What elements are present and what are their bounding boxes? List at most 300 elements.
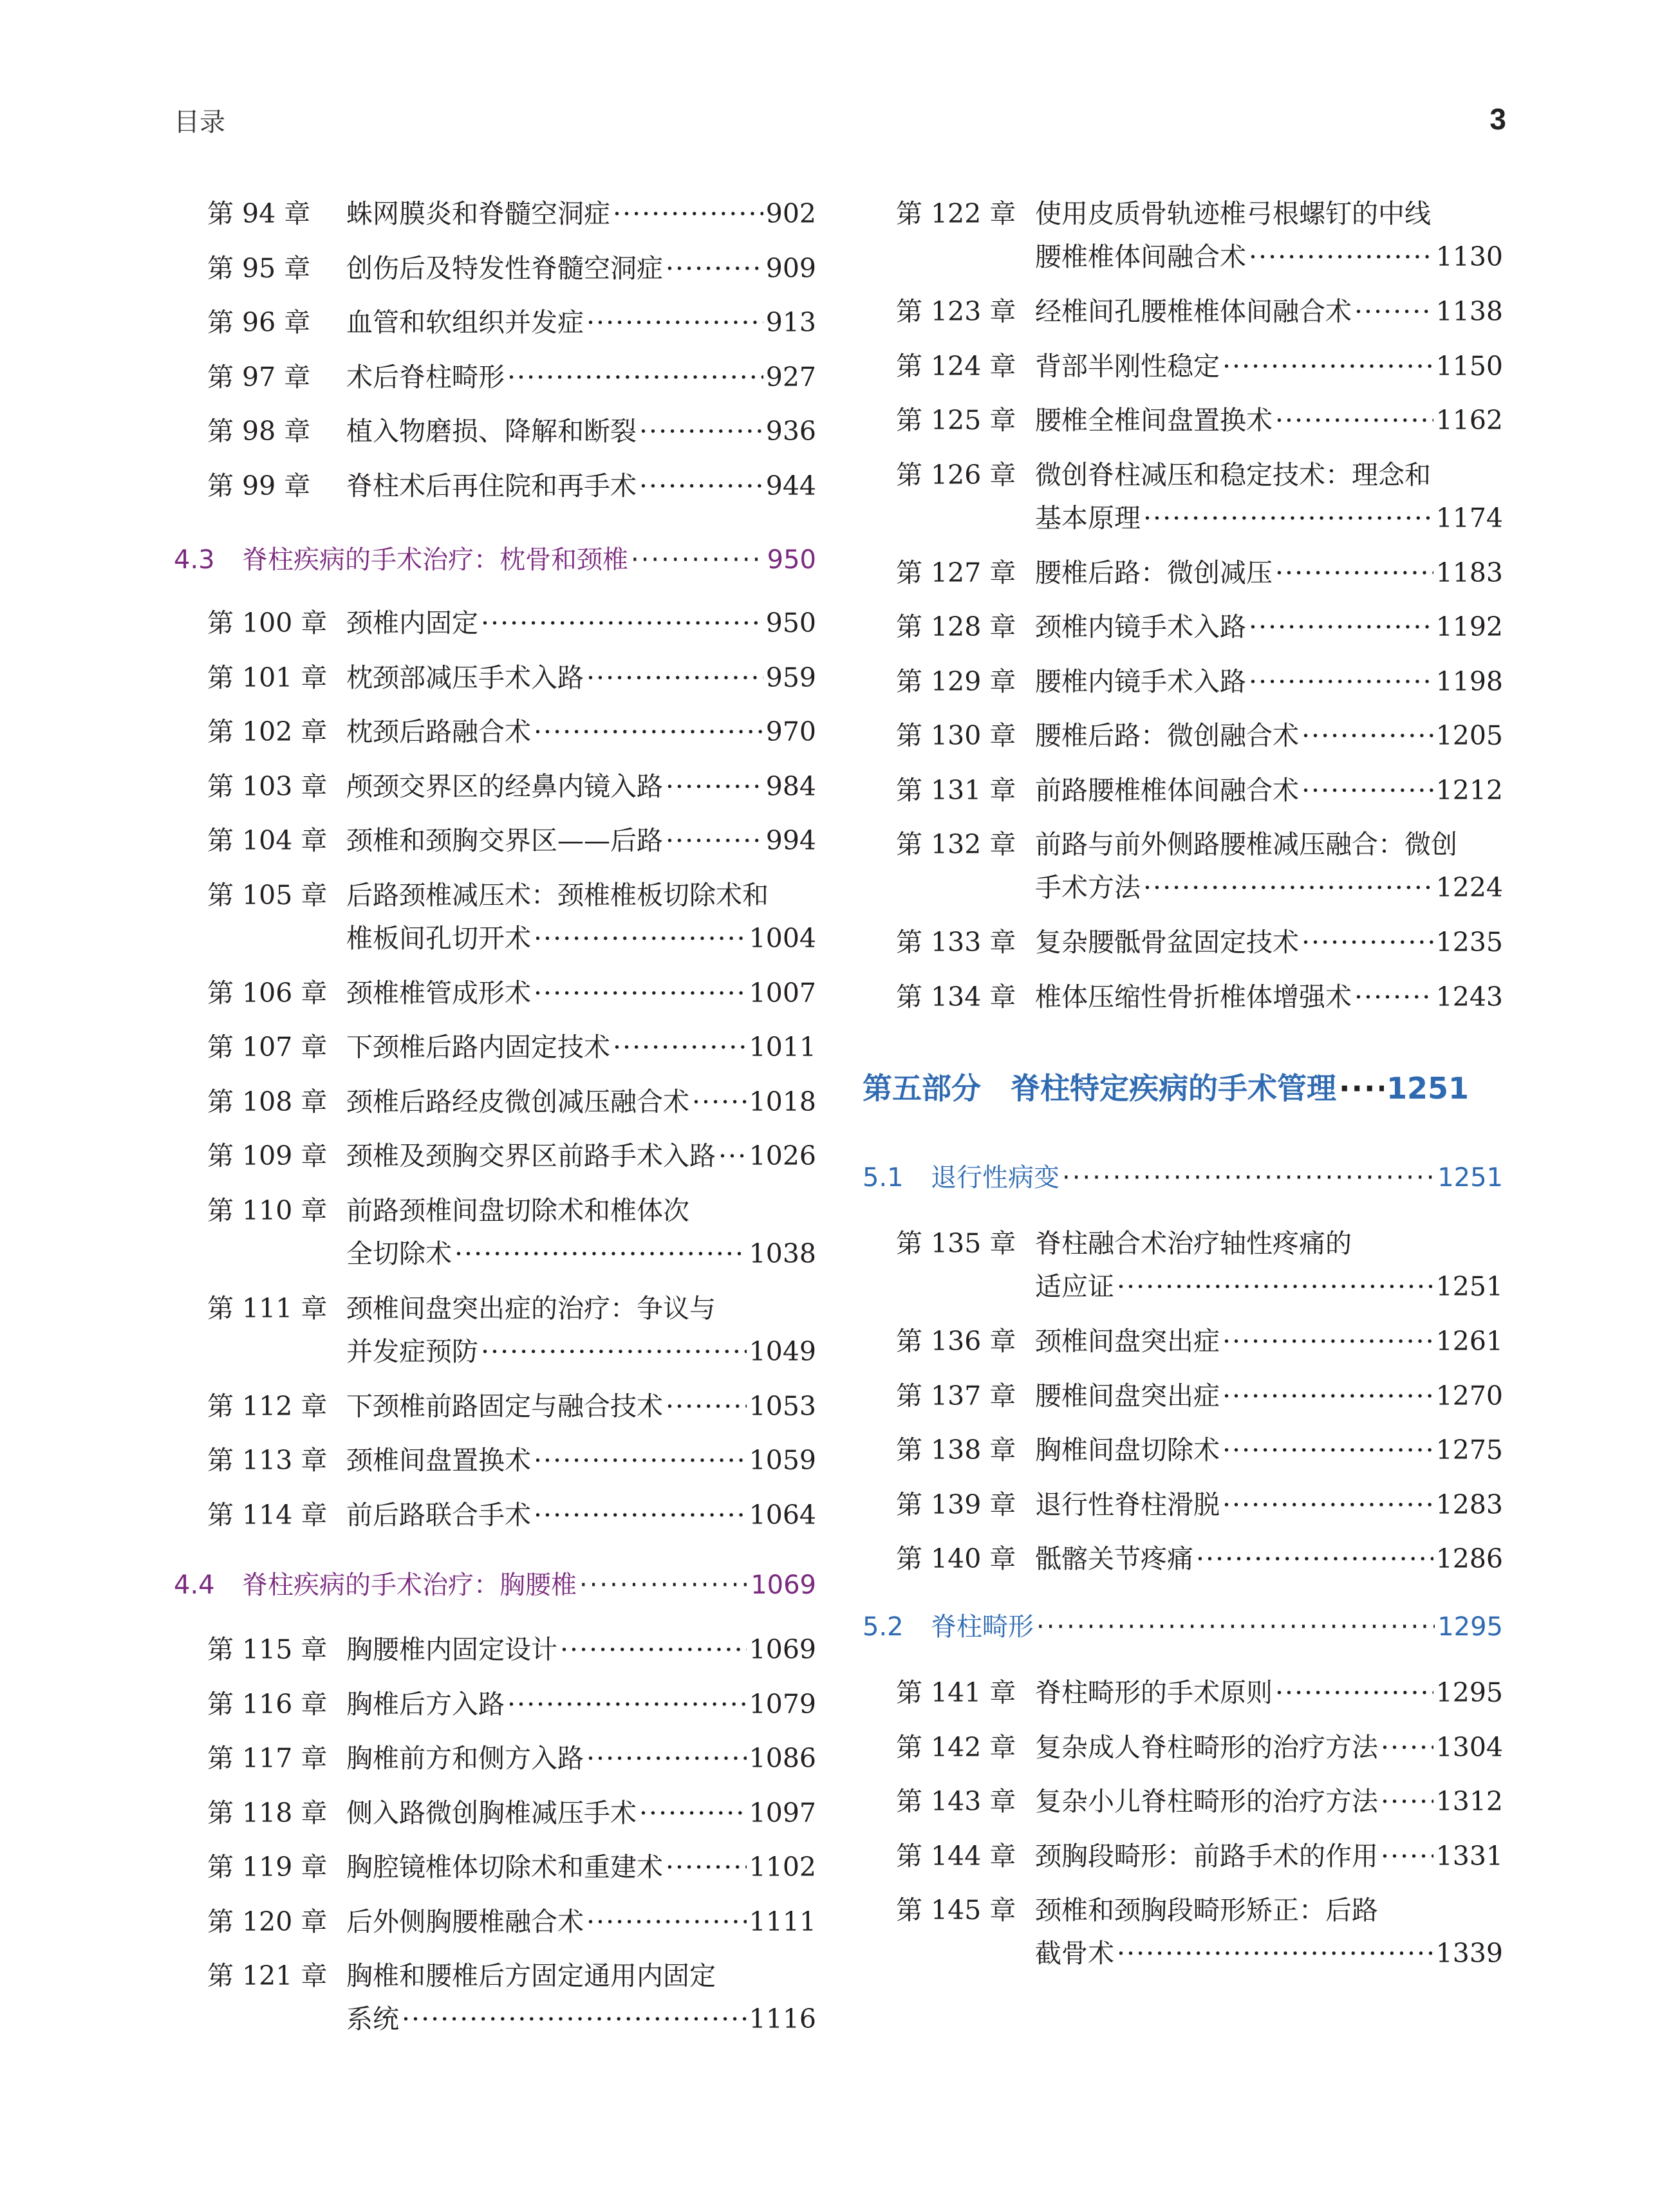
dot-leader (692, 1089, 747, 1115)
chapter-title: 后路颈椎减压术：颈椎椎板切除术和 (346, 879, 769, 911)
page-ref: 1064 (749, 1499, 816, 1530)
toc-entry[interactable] (896, 1437, 1503, 1464)
chapter-number: 第 140 章 (896, 1543, 1016, 1574)
toc-entry[interactable] (207, 825, 816, 856)
chapter-title: 脊柱术后再住院和再手术 (346, 470, 637, 501)
toc-entry[interactable] (207, 1960, 816, 1991)
toc-entry[interactable] (207, 1854, 816, 1881)
chapter-number: 第 130 章 (896, 720, 1016, 751)
chapter-number: 第 127 章 (896, 557, 1016, 588)
section-heading[interactable] (863, 1614, 1503, 1640)
dot-leader (1381, 1734, 1433, 1761)
chapter-title: 颈胸段畸形：前路手术的作用 (1035, 1840, 1378, 1872)
chapter-number: 第 143 章 (896, 1786, 1016, 1817)
toc-entry[interactable] (896, 1786, 1503, 1817)
chapter-number: 第 110 章 (207, 1194, 328, 1226)
chapter-title: 侧入路微创胸椎减压手术 (346, 1797, 637, 1828)
chapter-title-line2: 全切除术 (346, 1238, 452, 1269)
dot-leader (666, 1854, 747, 1881)
dot-leader (481, 1339, 747, 1365)
chapter-number: 第 124 章 (896, 350, 1016, 382)
page-ref: 1283 (1435, 1489, 1503, 1520)
section-title: 脊柱畸形 (931, 1612, 1034, 1642)
dot-leader (1381, 1789, 1433, 1815)
page-ref: 1275 (1435, 1435, 1503, 1465)
toc-entry[interactable] (207, 1034, 816, 1061)
chapter-title: 前后路联合手术 (346, 1499, 531, 1530)
page-ref: 1174 (1435, 502, 1503, 534)
dot-leader (613, 201, 763, 227)
chapter-number: 第 128 章 (896, 611, 1016, 642)
chapter-number: 第 104 章 (207, 825, 328, 856)
page-ref: 1286 (1435, 1543, 1503, 1574)
section-heading[interactable] (174, 1572, 816, 1598)
page-ref: 1079 (749, 1688, 816, 1720)
toc-entry[interactable] (207, 307, 816, 338)
dot-leader (613, 1034, 747, 1061)
page-ref: 1059 (749, 1445, 816, 1476)
page-ref: 1026 (749, 1140, 816, 1171)
dot-leader (666, 256, 763, 282)
chapter-title: 血管和软组织并发症 (346, 307, 584, 338)
page-ref: 1053 (749, 1390, 816, 1422)
chapter-number: 第 116 章 (207, 1688, 328, 1720)
chapter-title: 复杂成人脊柱畸形的治疗方法 (1035, 1731, 1378, 1763)
chapter-title-line2: 椎板间孔切开术 (346, 922, 531, 954)
dot-leader (507, 364, 763, 391)
dot-leader (1302, 929, 1433, 956)
page-ref: 1251 (1435, 1271, 1503, 1302)
chapter-title: 脊柱畸形的手术原则 (1035, 1677, 1273, 1708)
chapter-title: 骶髂关节疼痛 (1035, 1543, 1193, 1574)
chapter-title: 复杂小儿脊柱畸形的治疗方法 (1035, 1786, 1378, 1817)
section-title: 脊柱疾病的手术治疗：胸腰椎 (242, 1570, 577, 1600)
page-ref: 1049 (749, 1335, 816, 1367)
chapter-number: 第 111 章 (207, 1292, 328, 1324)
dot-leader (1354, 984, 1433, 1010)
page-ref: 1130 (1435, 241, 1503, 272)
chapter-title: 颈椎间盘突出症 (1035, 1326, 1220, 1357)
dot-leader (1275, 407, 1433, 434)
dot-leader (454, 1241, 747, 1267)
chapter-title-line2: 并发症预防 (346, 1335, 478, 1367)
chapter-number: 第 95 章 (207, 252, 311, 284)
dot-leader (666, 774, 763, 800)
page-ref: 1270 (1435, 1380, 1503, 1411)
toc-entry[interactable] (896, 1840, 1503, 1872)
chapter-number: 第 131 章 (896, 774, 1016, 806)
chapter-title: 颈椎后路经皮微创减压融合术 (346, 1086, 689, 1117)
dot-leader (534, 980, 747, 1007)
page-ref: 1138 (1435, 296, 1503, 327)
chapter-title: 微创脊柱减压和稳定技术：理念和 (1035, 459, 1431, 490)
chapter-title: 背部半刚性稳定 (1035, 350, 1220, 382)
toc-entry[interactable] (207, 361, 816, 393)
page-ref: 909 (765, 252, 816, 284)
page-ref: 936 (765, 416, 816, 447)
chapter-title: 枕颈后路融合术 (346, 716, 531, 747)
toc-entry[interactable] (896, 1328, 1503, 1355)
toc-entry[interactable] (896, 198, 1503, 229)
page-ref: 1251 (1386, 1071, 1470, 1106)
chapter-number: 第 100 章 (207, 608, 328, 638)
chapter-number: 第 113 章 (207, 1445, 328, 1476)
chapter-number: 第 112 章 (207, 1390, 328, 1422)
toc-entry-continuation[interactable] (346, 1238, 816, 1269)
chapter-number: 第 136 章 (896, 1326, 1016, 1357)
chapter-title: 颈椎和颈胸交界区——后路 (346, 825, 663, 856)
page-ref: 927 (765, 361, 816, 393)
toc-entry[interactable] (207, 879, 816, 911)
chapter-title-line2: 截骨术 (1035, 1938, 1114, 1969)
chapter-title: 前路腰椎椎体间融合术 (1035, 774, 1299, 806)
chapter-title: 腰椎内镜手术入路 (1035, 665, 1246, 697)
toc-entry[interactable] (207, 716, 816, 747)
chapter-title: 胸椎前方和侧方入路 (346, 1743, 584, 1774)
chapter-title: 植入物磨损、降解和断裂 (346, 416, 637, 447)
page-ref: 1205 (1435, 720, 1503, 751)
chapter-number: 第 118 章 (207, 1797, 328, 1828)
chapter-title: 椎体压缩性骨折椎体增强术 (1035, 981, 1352, 1012)
chapter-title: 颈椎和颈胸段畸形矫正：后路 (1035, 1895, 1378, 1926)
chapter-number: 第 94 章 (207, 198, 311, 229)
dot-leader (639, 418, 763, 445)
toc-entry[interactable] (207, 610, 816, 637)
toc-entry-continuation[interactable] (1035, 241, 1503, 272)
chapter-number: 第 145 章 (896, 1895, 1016, 1926)
chapter-number: 第 101 章 (207, 662, 328, 693)
toc-entry[interactable] (207, 1140, 816, 1171)
toc-entry[interactable] (207, 1634, 816, 1665)
chapter-number: 第 126 章 (896, 459, 1016, 490)
toc-entry[interactable] (896, 665, 1503, 697)
dot-leader (1275, 560, 1433, 586)
toc-entry[interactable] (896, 929, 1503, 956)
toc-entry-continuation[interactable] (346, 922, 816, 954)
page-ref: 1111 (749, 1906, 816, 1937)
toc-entry[interactable] (207, 1086, 816, 1117)
dot-leader (639, 1800, 747, 1826)
page-ref: 1183 (1435, 557, 1503, 588)
dot-leader (507, 1691, 747, 1718)
page-ref: 959 (765, 662, 816, 693)
toc-entry-continuation[interactable] (1035, 872, 1503, 903)
page-ref: 1251 (1437, 1163, 1503, 1193)
toc-entry[interactable] (896, 981, 1503, 1012)
chapter-number: 第 114 章 (207, 1499, 328, 1530)
dot-leader (1196, 1546, 1433, 1572)
chapter-title: 胸椎和腰椎后方固定通用内固定 (346, 1960, 716, 1991)
page-ref: 1304 (1435, 1731, 1503, 1763)
chapter-number: 第 109 章 (207, 1140, 328, 1171)
section-number: 4.4 (174, 1570, 215, 1600)
page-ref: 1192 (1435, 611, 1503, 642)
chapter-number: 第 135 章 (896, 1228, 1016, 1259)
page-number: 3 (1489, 102, 1506, 136)
toc-entry[interactable] (896, 774, 1503, 806)
dot-leader (1143, 505, 1433, 532)
toc-entry[interactable] (207, 1688, 816, 1720)
dot-leader (1222, 1383, 1433, 1409)
page-ref: 1116 (749, 2003, 816, 2034)
toc-entry[interactable] (207, 418, 816, 445)
page-ref: 994 (765, 825, 816, 856)
page-ref: 1018 (749, 1086, 816, 1117)
dot-leader (1302, 777, 1433, 804)
dot-leader (1117, 1274, 1433, 1300)
section-heading[interactable] (863, 1165, 1503, 1191)
dot-leader (534, 925, 747, 952)
chapter-title: 后外侧胸腰椎融合术 (346, 1906, 584, 1937)
toc-entry[interactable] (207, 198, 816, 229)
dot-leader (586, 1909, 747, 1935)
page-ref: 1295 (1437, 1612, 1503, 1642)
chapter-number: 第 141 章 (896, 1677, 1016, 1708)
dot-leader (586, 665, 763, 691)
toc-entry[interactable] (896, 1543, 1503, 1574)
toc-entry[interactable] (207, 1797, 816, 1828)
dot-leader (1222, 1328, 1433, 1355)
chapter-number: 第 120 章 (207, 1906, 328, 1937)
page-ref: 902 (765, 198, 816, 229)
dot-leader (1249, 669, 1433, 695)
page-ref: 1212 (1435, 774, 1503, 806)
chapter-title: 颈椎内固定 (346, 608, 478, 638)
chapter-title: 腰椎间盘突出症 (1035, 1380, 1220, 1411)
toc-entry[interactable] (896, 1731, 1503, 1763)
toc-entry[interactable] (207, 662, 816, 693)
chapter-number: 第 107 章 (207, 1032, 328, 1063)
chapter-number: 第 123 章 (896, 296, 1016, 327)
chapter-number: 第 97 章 (207, 361, 311, 393)
dot-leader (579, 1572, 748, 1598)
dot-leader (586, 1745, 747, 1772)
toc-entry-continuation[interactable] (1035, 1271, 1503, 1302)
chapter-title: 前路与前外侧路腰椎减压融合：微创 (1035, 829, 1457, 860)
chapter-title: 颅颈交界区的经鼻内镜入路 (346, 770, 663, 802)
toc-entry[interactable] (896, 350, 1503, 382)
page-ref: 950 (765, 608, 816, 638)
page-ref: 1150 (1435, 350, 1503, 382)
toc-entry[interactable] (896, 720, 1503, 751)
dot-leader (666, 1393, 747, 1420)
toc-entry[interactable] (896, 407, 1503, 434)
page-ref: 1339 (1435, 1938, 1503, 1969)
dot-leader (1222, 353, 1433, 380)
page-ref: 913 (765, 307, 816, 338)
dot-leader (1222, 1437, 1433, 1464)
chapter-title: 脊柱融合术治疗轴性疼痛的 (1035, 1228, 1352, 1259)
page-ref: 970 (765, 716, 816, 747)
toc-entry[interactable] (896, 1897, 1503, 1924)
dot-leader (534, 719, 763, 745)
chapter-number: 第 99 章 (207, 470, 311, 501)
dot-leader (666, 828, 763, 854)
page-ref: 1007 (749, 977, 816, 1008)
dot-leader (1249, 244, 1433, 270)
chapter-title: 蛛网膜炎和脊髓空洞症 (346, 198, 610, 229)
page-ref: 1097 (749, 1797, 816, 1828)
page-ref: 1198 (1435, 665, 1503, 697)
dot-leader (639, 473, 763, 499)
chapter-title-line2: 系统 (346, 2003, 399, 2034)
chapter-title: 胸腰椎内固定设计 (346, 1634, 557, 1665)
chapter-number: 第 139 章 (896, 1489, 1016, 1520)
chapter-number: 第 122 章 (896, 198, 1016, 229)
chapter-number: 第 117 章 (207, 1743, 328, 1774)
toc-entry[interactable] (207, 470, 816, 501)
section-number: 4.3 (174, 545, 215, 575)
chapter-title: 退行性脊柱滑脱 (1035, 1489, 1220, 1520)
toc-entry[interactable] (207, 1745, 816, 1772)
toc-entry-continuation[interactable] (346, 2003, 816, 2034)
page-ref: 1011 (749, 1032, 816, 1063)
dot-leader (1339, 1073, 1384, 1103)
dot-leader (481, 610, 763, 637)
chapter-title: 使用皮质骨轨迹椎弓根螺钉的中线 (1035, 198, 1431, 229)
page-ref: 950 (767, 545, 816, 575)
chapter-title: 复杂腰骶骨盆固定技术 (1035, 927, 1299, 958)
chapter-number: 第 96 章 (207, 307, 311, 338)
chapter-number: 第 137 章 (896, 1380, 1016, 1411)
dot-leader (586, 310, 763, 336)
chapter-title-line2: 适应证 (1035, 1271, 1114, 1302)
chapter-number: 第 138 章 (896, 1435, 1016, 1465)
page-ref: 1295 (1435, 1677, 1503, 1708)
page-ref: 1235 (1435, 927, 1503, 958)
toc-entry[interactable] (896, 296, 1503, 327)
part-heading[interactable] (863, 1071, 1503, 1106)
section-title: 脊柱疾病的手术治疗：枕骨和颈椎 (242, 545, 628, 575)
section-number: 5.1 (863, 1163, 904, 1193)
chapter-title: 腰椎后路：微创融合术 (1035, 720, 1299, 751)
chapter-title: 胸椎间盘切除术 (1035, 1435, 1220, 1465)
chapter-title: 胸椎后方入路 (346, 1688, 505, 1720)
page-ref: 1243 (1435, 981, 1503, 1012)
part-title: 第五部分 脊柱特定疾病的手术管理 (863, 1071, 1336, 1106)
toc-entry-continuation[interactable] (1035, 1940, 1503, 1967)
chapter-title: 腰椎全椎间盘置换术 (1035, 405, 1273, 436)
chapter-title: 颈椎椎管成形术 (346, 977, 531, 1008)
toc-entry-continuation[interactable] (346, 1335, 816, 1367)
toc-entry[interactable] (207, 770, 816, 802)
page-ref: 1038 (749, 1238, 816, 1269)
section-number: 5.2 (863, 1612, 904, 1642)
chapter-number: 第 121 章 (207, 1960, 328, 1991)
chapter-number: 第 103 章 (207, 770, 328, 802)
chapter-number: 第 142 章 (896, 1731, 1016, 1763)
toc-entry[interactable] (896, 1228, 1503, 1259)
dot-leader (1354, 299, 1433, 325)
dot-leader (1143, 875, 1433, 901)
chapter-title: 颈椎间盘突出症的治疗：争议与 (346, 1292, 716, 1324)
dot-leader (1222, 1492, 1433, 1518)
dot-leader (534, 1447, 747, 1474)
toc-entry[interactable] (896, 1489, 1503, 1520)
chapter-number: 第 119 章 (207, 1852, 328, 1882)
dot-leader (1275, 1680, 1433, 1706)
dot-leader (631, 547, 765, 573)
dot-leader (1062, 1165, 1435, 1191)
toc-entry[interactable] (896, 829, 1503, 860)
toc-entry-continuation[interactable] (1035, 502, 1503, 534)
page-ref: 1086 (749, 1743, 816, 1774)
page-ref: 1162 (1435, 405, 1503, 436)
toc-entry[interactable] (207, 1194, 816, 1226)
chapter-number: 第 134 章 (896, 981, 1016, 1012)
chapter-title-line2: 手术方法 (1035, 872, 1141, 903)
toc-entry[interactable] (896, 1380, 1503, 1411)
chapter-title-line2: 基本原理 (1035, 502, 1141, 534)
chapter-title: 创伤后及特发性脊髓空洞症 (346, 252, 663, 284)
page-ref: 1069 (749, 1634, 816, 1665)
section-heading[interactable] (174, 547, 816, 573)
toc-entry[interactable] (207, 1906, 816, 1937)
chapter-title: 颈椎内镜手术入路 (1035, 611, 1246, 642)
toc-entry[interactable] (896, 611, 1503, 642)
toc-entry[interactable] (207, 252, 816, 284)
dot-leader (1036, 1614, 1435, 1640)
chapter-title: 胸腔镜椎体切除术和重建术 (346, 1852, 663, 1882)
section-title: 退行性病变 (931, 1163, 1059, 1193)
dot-leader (560, 1637, 747, 1663)
toc-entry[interactable] (207, 1292, 816, 1324)
chapter-title: 下颈椎前路固定与融合技术 (346, 1390, 663, 1422)
dot-leader (1117, 1940, 1433, 1967)
dot-leader (1381, 1843, 1433, 1870)
page-ref: 1312 (1435, 1786, 1503, 1817)
toc-entry[interactable] (896, 459, 1503, 490)
page-ref: 1004 (749, 922, 816, 954)
dot-leader (1249, 614, 1433, 640)
dot-leader (402, 2006, 747, 2032)
chapter-number: 第 106 章 (207, 977, 328, 1008)
toc-entry[interactable] (207, 1447, 816, 1474)
toc-entry[interactable] (207, 977, 816, 1008)
dot-leader (1302, 723, 1433, 749)
chapter-title: 术后脊柱畸形 (346, 361, 505, 393)
chapter-title: 颈椎及颈胸交界区前路手术入路 (346, 1140, 716, 1171)
chapter-number: 第 105 章 (207, 879, 328, 911)
page-ref: 944 (765, 470, 816, 501)
chapter-title: 经椎间孔腰椎椎体间融合术 (1035, 296, 1352, 327)
page-ref: 1224 (1435, 872, 1503, 903)
running-header-title: 目录 (174, 107, 225, 137)
toc-entry[interactable] (896, 557, 1503, 588)
chapter-title: 颈椎间盘置换术 (346, 1445, 531, 1476)
page-ref: 1069 (751, 1570, 816, 1600)
page-ref: 1102 (749, 1852, 816, 1882)
chapter-title: 前路颈椎间盘切除术和椎体次 (346, 1194, 689, 1226)
chapter-title: 下颈椎后路内固定技术 (346, 1032, 610, 1063)
page-ref: 1261 (1435, 1326, 1503, 1357)
chapter-number: 第 108 章 (207, 1086, 328, 1117)
page-ref: 1331 (1435, 1840, 1503, 1872)
chapter-title-line2: 腰椎椎体间融合术 (1035, 241, 1246, 272)
chapter-title: 腰椎后路：微创减压 (1035, 557, 1273, 588)
chapter-number: 第 115 章 (207, 1634, 328, 1665)
chapter-number: 第 98 章 (207, 416, 311, 447)
page-ref: 984 (765, 770, 816, 802)
chapter-number: 第 125 章 (896, 405, 1016, 436)
dot-leader (534, 1502, 747, 1529)
chapter-number: 第 132 章 (896, 829, 1016, 860)
toc-entry[interactable] (207, 1499, 816, 1530)
toc-entry[interactable] (896, 1677, 1503, 1708)
chapter-number: 第 133 章 (896, 927, 1016, 958)
chapter-number: 第 144 章 (896, 1840, 1016, 1872)
toc-entry[interactable] (207, 1390, 816, 1422)
